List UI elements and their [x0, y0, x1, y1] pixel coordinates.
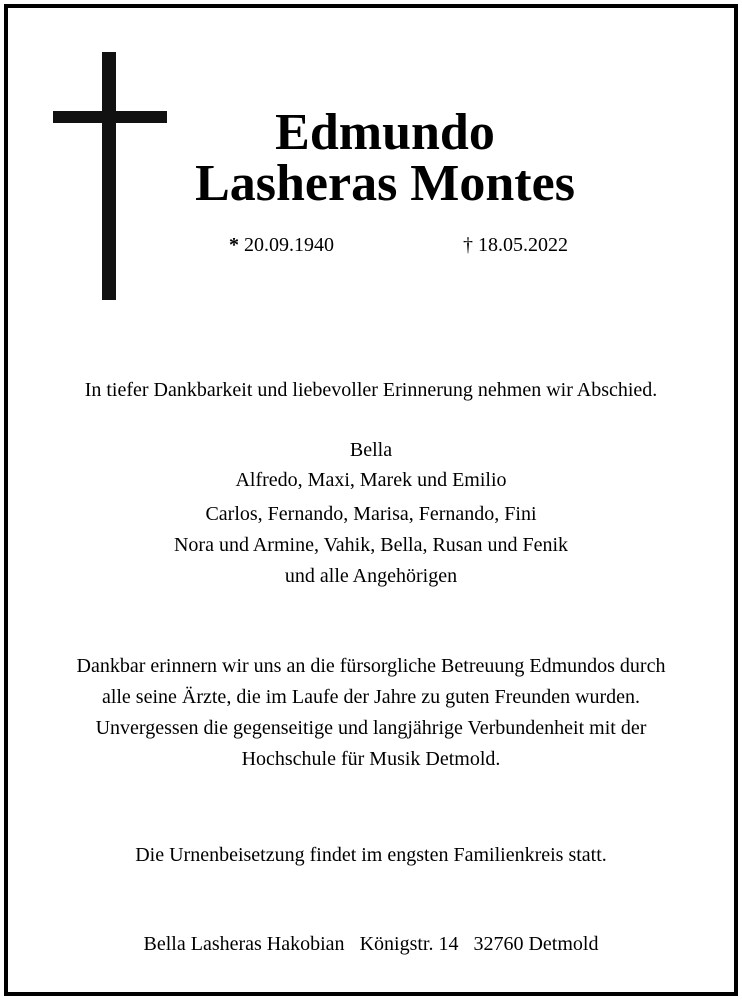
- gratitude-line: Hochschule für Musik Detmold.: [241, 748, 501, 770]
- mourner-line: Bella: [349, 439, 393, 461]
- contact-city: 32760 Detmold: [473, 933, 599, 955]
- gratitude-line: alle seine Ärzte, die im Laufe der Jahre zu guten Freunden wurden.: [101, 686, 641, 708]
- mourner-line: Alfredo, Maxi, Marek und Emilio: [235, 469, 507, 491]
- contact-address: [8, 929, 734, 959]
- mourner-line: Carlos, Fernando, Marisa, Fernando, Fini: [205, 503, 537, 525]
- deceased-first-name: Edmundo: [275, 104, 495, 161]
- contact-name: Bella Lasheras Hakobian: [143, 933, 345, 955]
- death-date: 18.05.2022: [478, 234, 568, 256]
- gratitude-line: Dankbar erinnern wir uns an die fürsorgliche Betreuung Edmundos durch: [76, 655, 666, 677]
- gratitude-line: Unvergessen die gegenseitige und langjährige Verbundenheit mit der: [95, 717, 647, 739]
- farewell-text: In tiefer Dankbarkeit und liebevoller Erinnerung nehmen wir Abschied.: [84, 379, 658, 401]
- mourner-line: Nora und Armine, Vahik, Bella, Rusan und Fenik: [173, 534, 569, 556]
- death-date-line: [463, 233, 568, 257]
- death-dagger-symbol: †: [463, 234, 473, 256]
- mourner-line: und alle Angehörigen: [284, 565, 458, 587]
- birth-date-line: [229, 233, 334, 257]
- burial-note: Die Urnenbeisetzung findet im engsten Familienkreis statt.: [135, 844, 607, 866]
- cross-icon: [50, 52, 170, 302]
- birth-star-symbol: *: [229, 234, 239, 256]
- deceased-last-name: Lasheras Montes: [195, 155, 575, 212]
- contact-street: Königstr. 14: [359, 933, 459, 955]
- birth-date: 20.09.1940: [244, 234, 334, 256]
